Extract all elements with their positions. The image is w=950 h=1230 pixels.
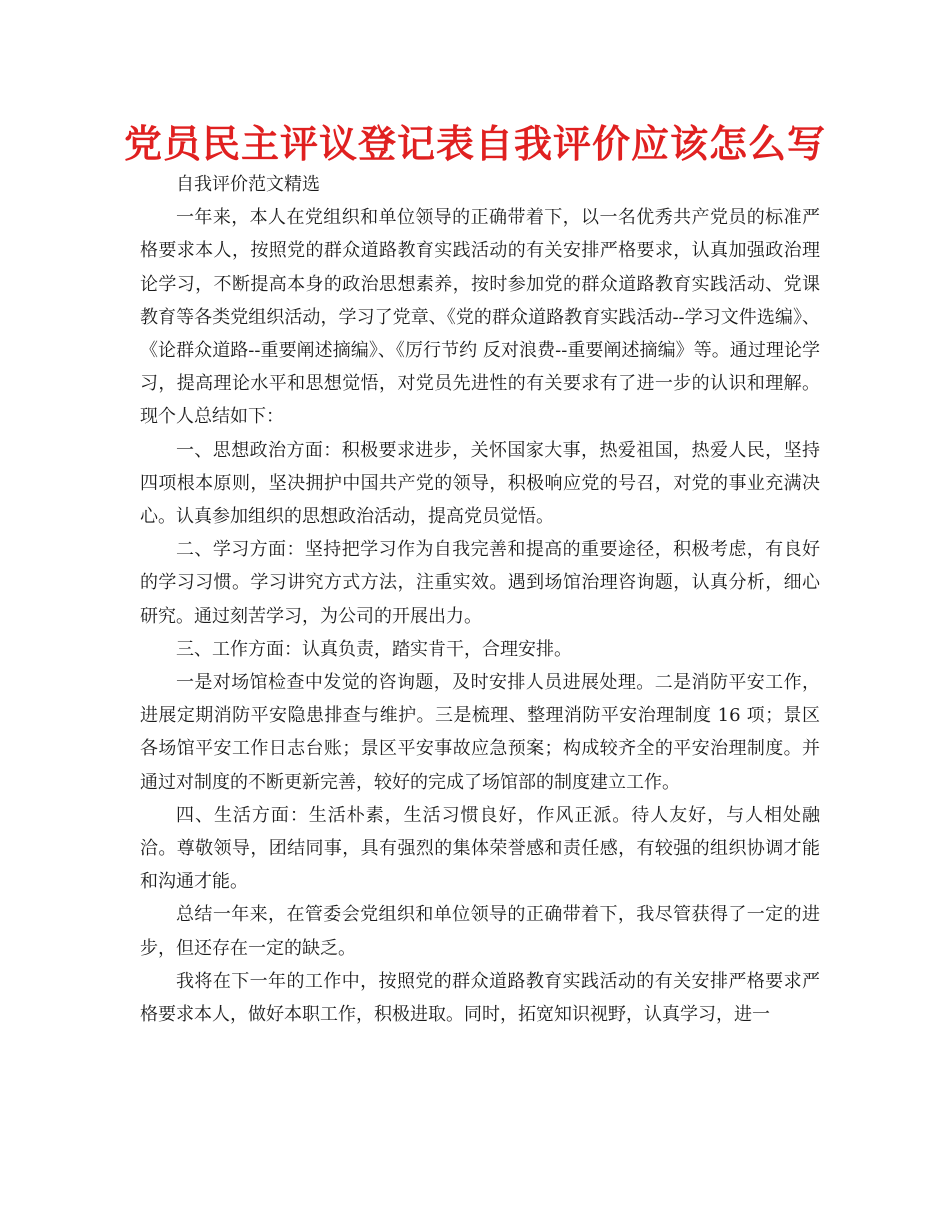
summary-paragraph: 总结一年来，在管委会党组织和单位领导的正确带着下，我尽管获得了一定的进步，但还存在一定的缺乏。: [140, 904, 820, 959]
intro-paragraph: 一年来，本人在党组织和单位领导的正确带着下，以一名优秀共产党员的标准严格要求本人，按照党的群众道路教育实践活动的有关安排严格要求，认真加强政治理论学习，不断提高本身的政治思想素养，按时参加党的群众道路教育实践活动、党课教育等各类党组织活动，学习了党章、《党的群众道路教育实践活动--学习文件选编》、《论群众道路--重要阐述摘编》、《厉行节约 反对浪费--重要阐述摘编》等。通过理论学习，提高理论水平和思想觉悟，对党员先进性的有关要求有了进一步的认识和理解。现个人总结如下：: [140, 207, 820, 428]
politics-paragraph: 一、思想政治方面：积极要求进步，关怀国家大事，热爱祖国，热爱人民，坚持四项根本原则，坚决拥护中国共产党的领导，积极响应党的号召，对党的事业充满决心。认真参加组织的思想政治活动，提高党员觉悟。: [140, 439, 820, 528]
subtitle-paragraph: 自我评价范文精选: [176, 174, 320, 195]
work-paragraph: 三、工作方面：认真负责，踏实肯干，合理安排。: [176, 638, 572, 660]
document-body: [140, 168, 820, 1031]
plan-paragraph: 我将在下一年的工作中，按照党的群众道路教育实践活动的有关安排严格要求严格要求本人，做好本职工作，积极进取。同时，拓宽知识视野，认真学习，进一: [140, 970, 820, 1026]
document-title: 党员民主评议登记表自我评价应该怎么写: [123, 122, 826, 166]
life-paragraph: 四、生活方面：生活朴素，生活习惯良好，作风正派。待人友好，与人相处融洽。尊敬领导，团结同事，具有强烈的集体荣誉感和责任感，有较强的组织协调才能和沟通才能。: [140, 804, 820, 893]
study-paragraph: 二、学习方面：坚持把学习作为自我完善和提高的重要途径，积极考虑，有良好的学习习惯。学习讲究方式方法，注重实效。遇到场馆治理咨询题，认真分析，细心研究。通过刻苦学习，为公司的开展出力。: [140, 539, 820, 627]
work-detail-paragraph: 一是对场馆检查中发觉的咨询题，及时安排人员进展处理。二是消防平安工作，进展定期消防平安隐患排查与维护。三是梳理、整理消防平安治理制度 16 项；景区各场馆平安工作日志台账；景区平安事故应急预案；构成较齐全的平安治理制度。并通过对制度的不断更新完善，较好的完成了场馆部的制度建立工作。: [140, 672, 820, 793]
